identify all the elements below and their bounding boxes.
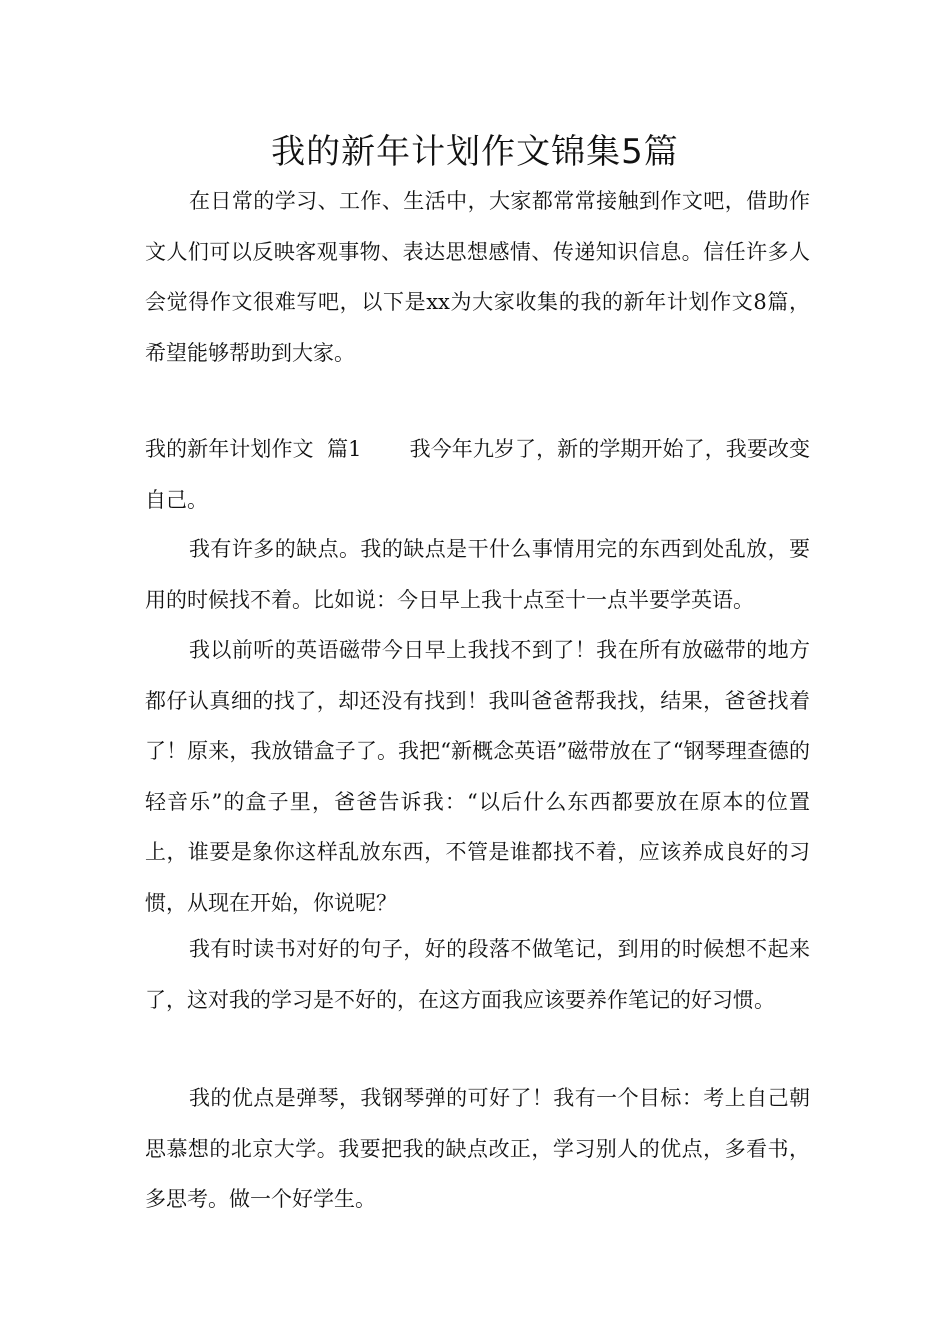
body-paragraph: 我有时读书对好的句子，好的段落不做笔记，到用的时候想不起来了，这对我的学习是不好的，在这方面我应该要养作笔记的好习惯。 — [145, 937, 810, 1012]
intro-paragraph: 在日常的学习、工作、生活中，大家都常常接触到作文吧，借助作文人们可以反映客观事物、表达思想感情、传递知识信息。信任许多人会觉得作文很难写吧，以下是xx为大家收集的我的新年计划作文8篇，希望能够帮助到大家。 — [145, 189, 810, 365]
section-1-heading: 我的新年计划作文 篇1 — [145, 437, 362, 461]
body-paragraph: 我的优点是弹琴，我钢琴弹的可好了！我有一个目标：考上自己朝思慕想的北京大学。我要把我的缺点改正，学习别人的优点，多看书，多思考。做一个好学生。 — [145, 1086, 810, 1211]
body-paragraph: 我以前听的英语磁带今日早上我找不到了！我在所有放磁带的地方都仔认真细的找了，却还没有找到！我叫爸爸帮我找，结果，爸爸找着了！原来，我放错盒子了。我把“新概念英语”磁带放在了“钢琴理查德的轻音乐”的盒子里，爸爸告诉我：“以后什么东西都要放在原本的位置上，谁要是象你这样乱放东西，不管是谁都找不着，应该养成良好的习惯，从现在开始，你说呢？ — [145, 638, 810, 915]
body-paragraph: 我有许多的缺点。我的缺点是干什么事情用完的东西到处乱放，要用的时候找不着。比如说：今日早上我十点至十一点半要学英语。 — [145, 537, 810, 612]
section-1-paragraph — [145, 424, 810, 525]
document-title: 我的新年计划作文锦集5篇 — [271, 132, 679, 172]
section-1-first-text: 我今年九岁了，新的学期开始了，我要改变自己。 — [145, 437, 811, 512]
